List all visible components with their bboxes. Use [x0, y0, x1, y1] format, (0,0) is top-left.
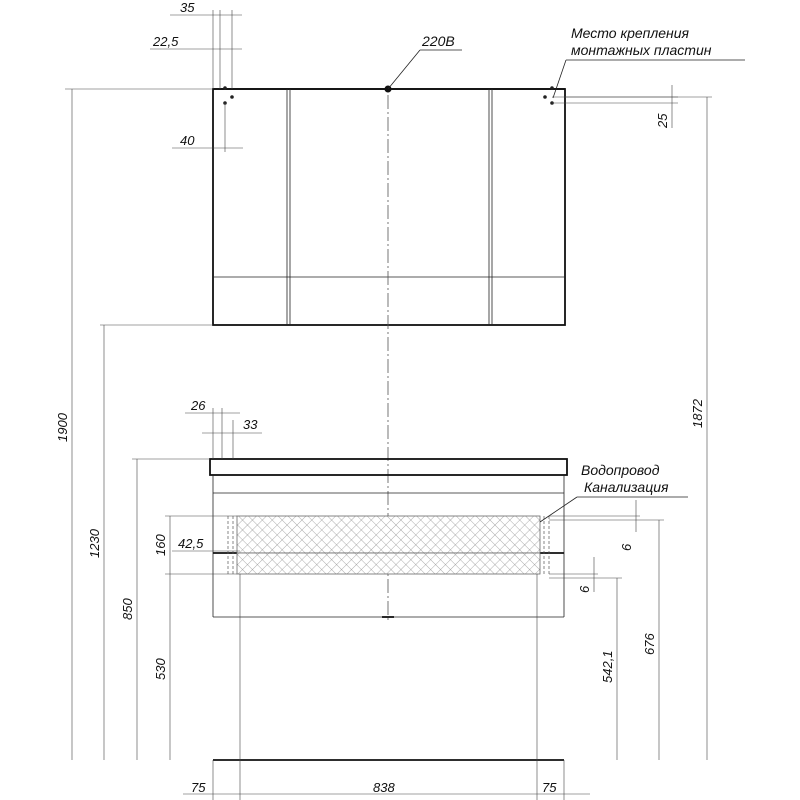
dim-1900-label: 1900	[55, 413, 70, 442]
dim-1230-label: 1230	[87, 529, 102, 558]
dim-25-label: 25	[655, 113, 670, 128]
dim-42-5-label: 42,5	[178, 536, 204, 551]
dim-6-bottom-label: 6	[577, 585, 592, 593]
dim-75-left-label: 75	[191, 780, 206, 795]
dim-160-label: 160	[153, 534, 168, 556]
dim-542-1-label: 542,1	[600, 650, 615, 683]
dim-33-label: 33	[243, 417, 258, 432]
dim-40-label: 40	[180, 133, 195, 148]
mirror-cabinet-outline	[213, 89, 565, 325]
washbasin-top	[210, 459, 567, 475]
dim-676-label: 676	[642, 633, 657, 655]
dim-6-top-label: 6	[619, 543, 634, 551]
mount-plate-note-line2: монтажных пластин	[571, 42, 712, 58]
dim-838-label: 838	[373, 780, 395, 795]
mount-plate-note-line1: Место крепления	[571, 25, 690, 41]
power-voltage-label: 220В	[422, 33, 455, 49]
pipes-note-line1: Водопровод	[581, 462, 660, 478]
sewer-zone	[237, 553, 540, 574]
dim-22-5-label: 22,5	[153, 34, 179, 49]
water-supply-zone	[237, 516, 540, 553]
dim-26-label: 26	[191, 398, 206, 413]
dim-75-right-label: 75	[542, 780, 557, 795]
mirror-cabinet	[213, 25, 745, 325]
dimension-lines	[55, 0, 712, 800]
dim-850-label: 850	[120, 598, 135, 620]
pipes-note-line2: Канализация	[584, 479, 669, 495]
vanity-unit	[210, 459, 688, 617]
dim-35-label: 35	[180, 0, 195, 15]
dim-1872-label: 1872	[690, 399, 705, 428]
dim-530-label: 530	[153, 658, 168, 680]
